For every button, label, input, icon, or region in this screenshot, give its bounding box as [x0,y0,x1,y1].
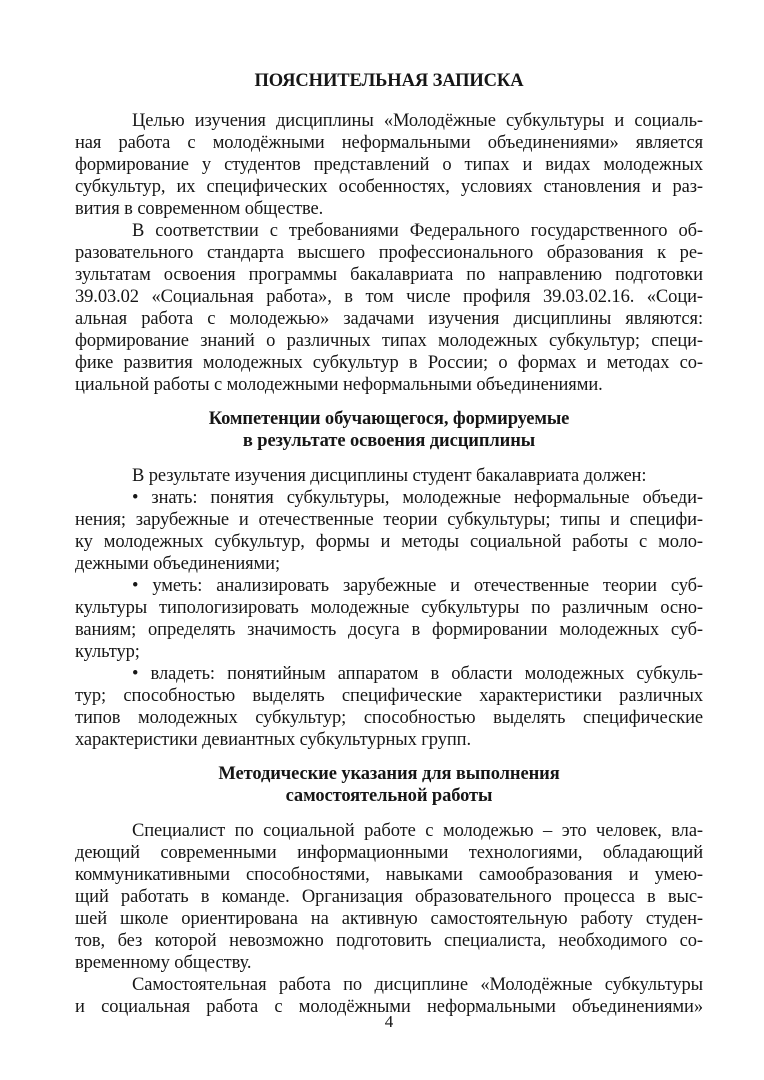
text-line: Методические указания для выполнения [218,764,560,784]
text-line: формирование знаний о различных типах молодежных субкультур; специ- [75,331,703,351]
text-line: в результате освоения дисциплины [242,431,536,451]
section-heading [75,408,703,452]
paragraph [75,487,703,575]
text-column [75,70,703,1018]
text-line: тур; способностью выделять специфические характеристики различных [75,686,703,706]
text-line: шей школе ориентирована на активную самостоятельную работу студен- [75,909,703,929]
text-line: Самостоятельная работа по дисциплине «Молодёжные субкультуры [132,975,703,995]
text-line: щий работать в команде. Организация образовательного процесса в выс- [75,887,703,907]
text-line: и социальная работа с молодёжными неформальными объединениями» [75,997,703,1017]
paragraph [75,663,703,751]
text-line: Целью изучения дисциплины «Молодёжные субкультуры и социаль- [132,111,703,131]
paragraph [75,820,703,974]
text-line: самостоятельной работы [285,786,493,806]
paragraph [75,465,703,487]
text-line: циальной работы с молодежными неформальными объединениями. [75,375,603,395]
text-line: 39.03.02 «Социальная работа», в том числе профиля 39.03.02.16. «Соци- [75,287,703,307]
text-line: ку молодежных субкультур, формы и методы социальной работы с моло- [75,532,703,552]
text-line: временному обществу. [75,953,252,973]
text-line: типов молодежных субкультур; способностью выделять специфические [75,708,703,728]
text-line: фике развития молодежных субкультур в России; о формах и методах со- [75,353,703,373]
text-line: ная работа с молодёжными неформальными объединениями» является [75,133,703,153]
paragraph [75,575,703,663]
text-line: ПОЯСНИТЕЛЬНАЯ ЗАПИСКА [254,71,524,91]
text-line: В результате изучения дисциплины студент бакалавриата должен: [132,466,647,486]
text-line: культуры типологизировать молодежные субкультуры по различным осно- [75,598,703,618]
text-line: • владеть: понятийным аппаратом в области молодежных субкуль- [132,664,703,684]
text-line: разовательного стандарта высшего профессионального образования к ре- [75,243,703,263]
text-line: деющий современными информационными технологиями, обладающий [75,843,703,863]
text-line: Специалист по социальной работе с молодежью – это человек, вла- [132,821,703,841]
text-line: формирование у студентов представлений о типах и видах молодежных [75,155,703,175]
text-line: тов, без которой невозможно подготовить специалиста, необходимого со- [75,931,703,951]
text-line: В соответствии с требованиями Федерального государственного об- [132,221,703,241]
page-number: 4 [384,1012,394,1031]
text-line: коммуникативными способностями, навыками самообразования и умею- [75,865,703,885]
text-line: культур; [75,642,140,662]
text-line: • знать: понятия субкультуры, молодежные неформальные объеди- [132,488,703,508]
paragraph [75,110,703,220]
text-line: характеристики девиантных субкультурных групп. [75,730,471,750]
paragraph [75,220,703,396]
text-line: Компетенции обучающегося, формируемые [208,409,570,429]
text-line: нения; зарубежные и отечественные теории субкультуры; типы и специфи- [75,510,703,530]
text-line: зультатам освоения программы бакалавриата по направлению подготовки [75,265,703,285]
section-heading [75,763,703,807]
text-line: ваниям; определять значимость досуга в формировании молодежных суб- [75,620,703,640]
text-line: альная работа с молодежью» задачами изучения дисциплины являются: [75,309,703,329]
text-line: • уметь: анализировать зарубежные и отечественные теории суб- [132,576,703,596]
text-line: дежными объединениями; [75,554,280,574]
text-line: вития в современном обществе. [75,199,324,219]
text-line: субкультур, их специфических особенностях, условиях становления и раз- [75,177,703,197]
page-title [75,70,703,92]
